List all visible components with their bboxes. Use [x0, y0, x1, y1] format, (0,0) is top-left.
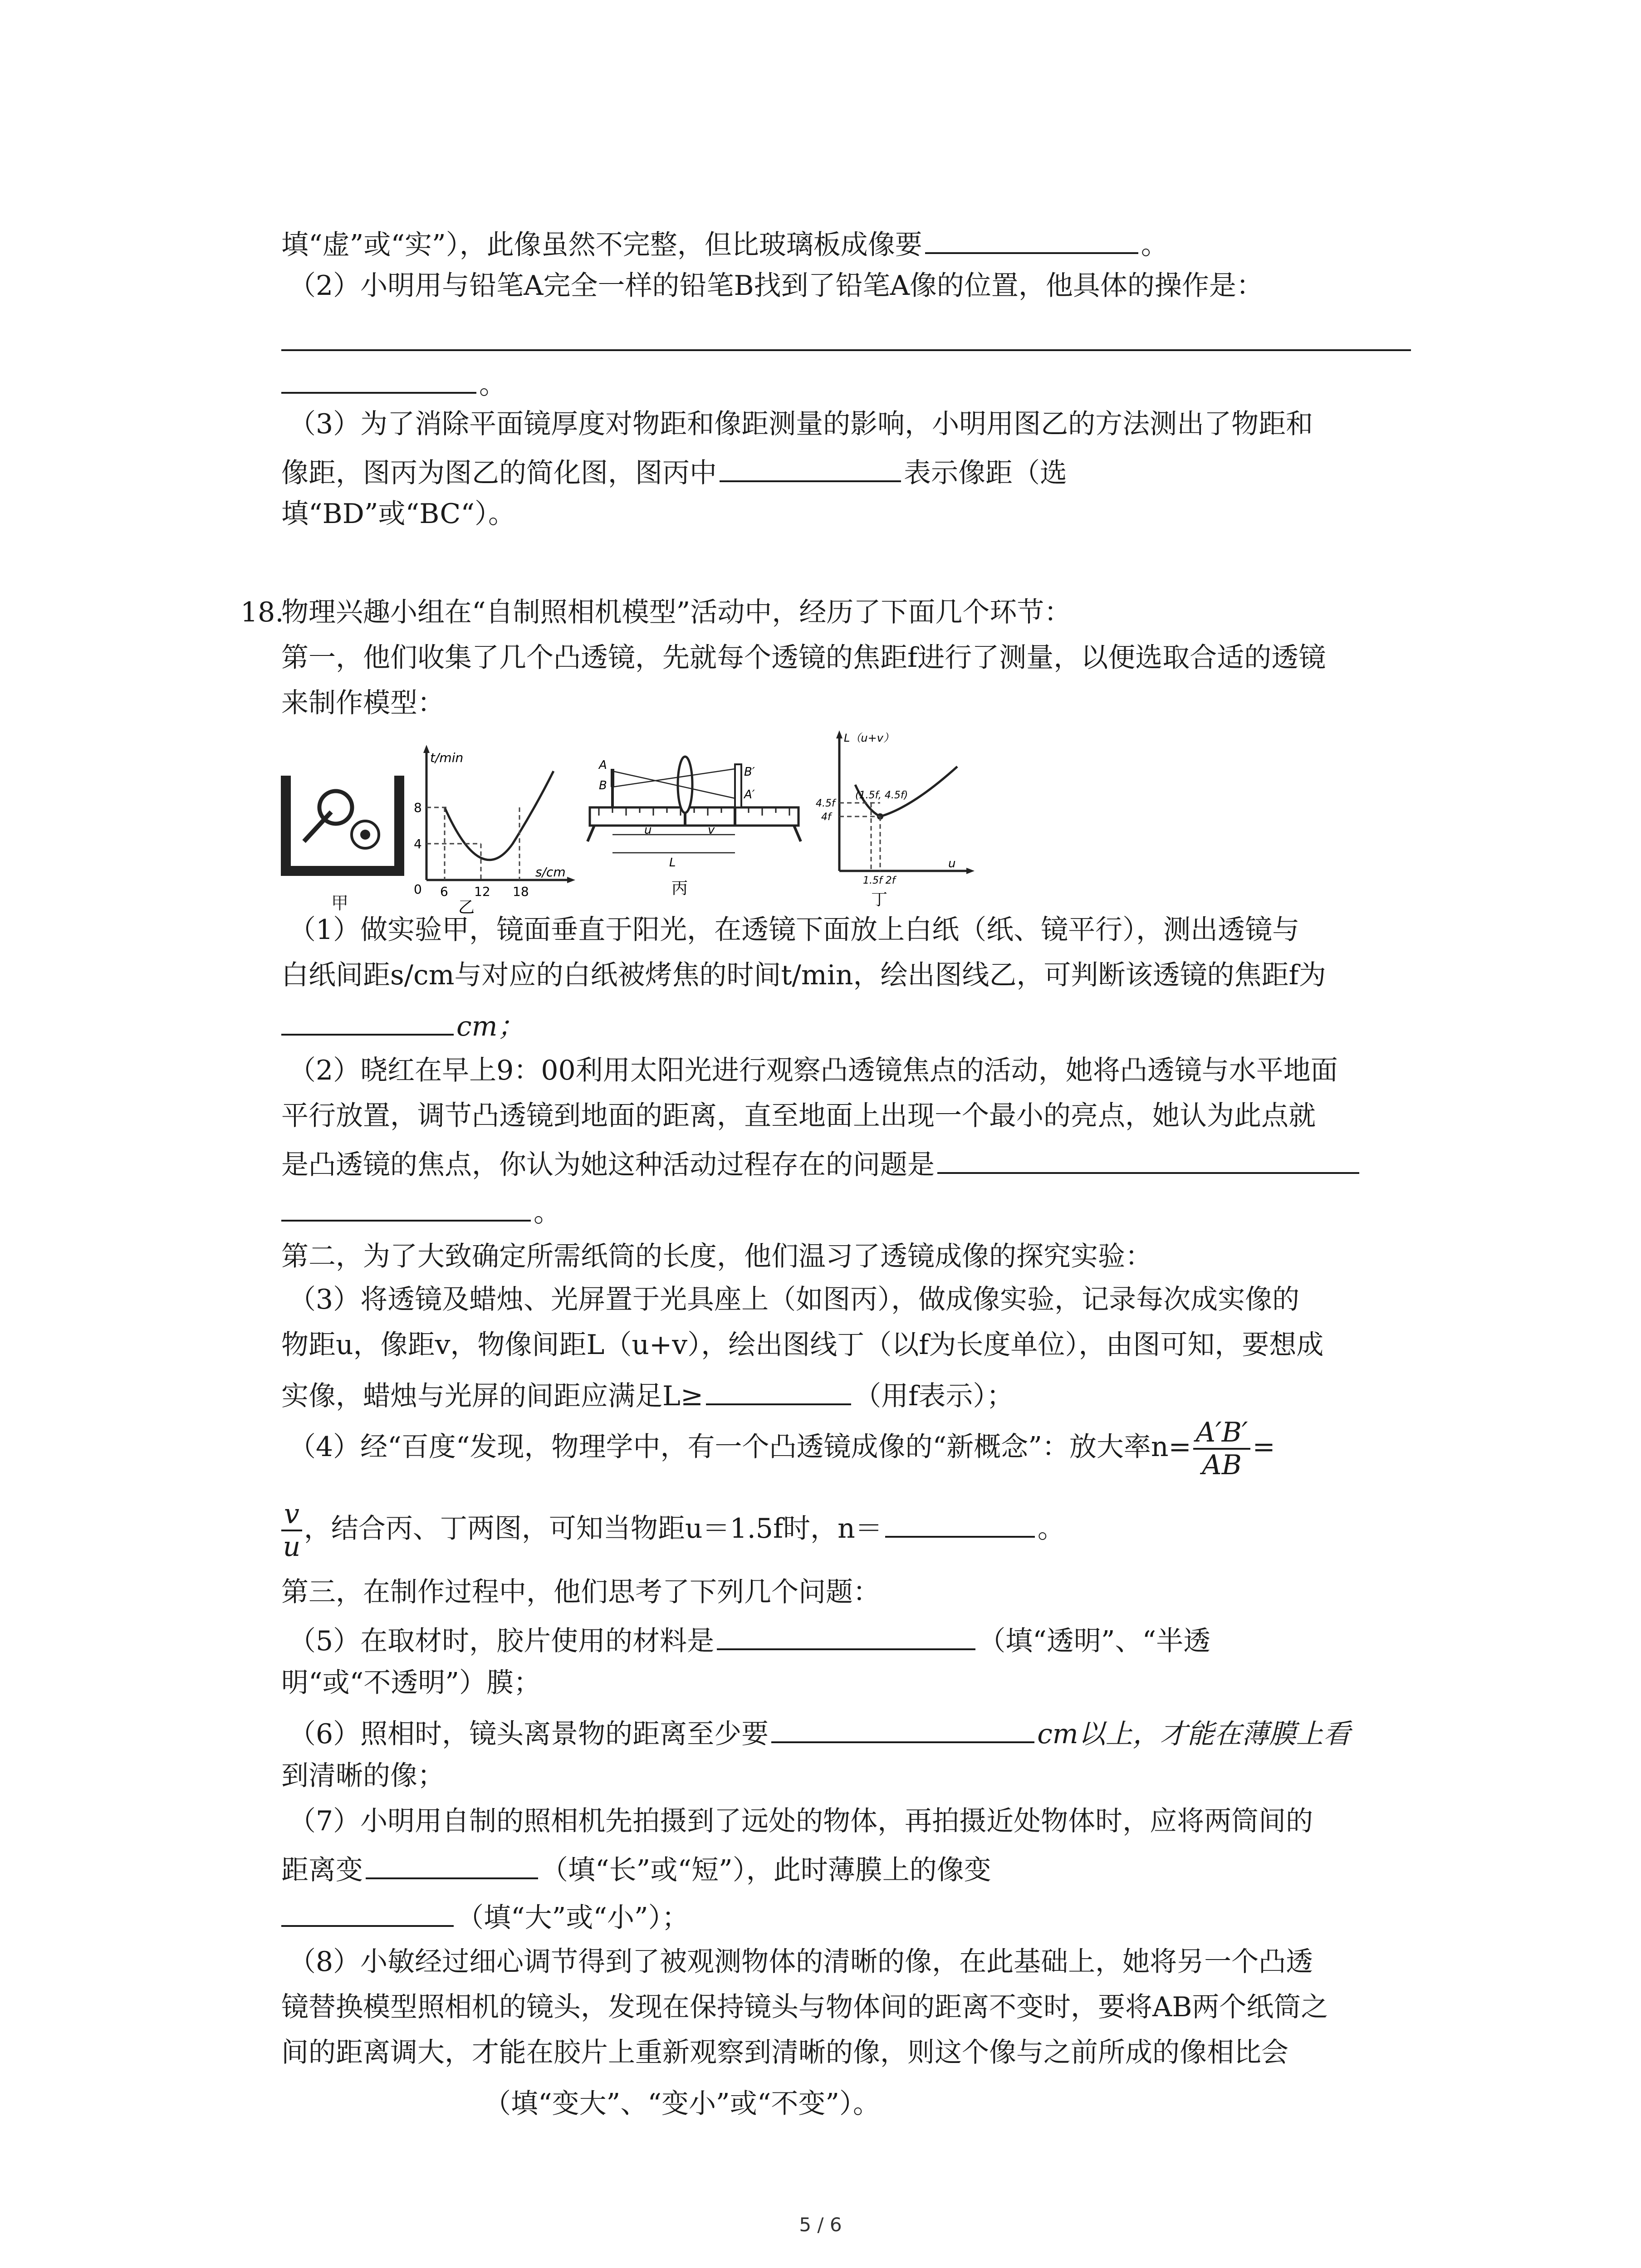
magnifier-handle [304, 812, 331, 841]
svg-text:18: 18 [513, 884, 529, 899]
q17-line-1: 填“虚”或“实”），此像虽然不完整，但比玻璃板成像要 。 [281, 223, 1168, 263]
svg-text:u: u [948, 857, 956, 870]
svg-text:1.5f 2f: 1.5f 2f [863, 875, 896, 886]
svg-text:B: B [599, 779, 607, 792]
q18-part1-1: （1）做实验甲，镜面垂直于阳光，在透镜下面放上白纸（纸、镜平行），测出透镜与 [289, 914, 1300, 946]
q18-part3-2: 物距u，像距v，物像间距L（u+v），绘出图线丁（以f为长度单位），由图可知，要想成 [281, 1329, 1324, 1361]
q18-part7-1: （7）小明用自制的照相机先拍摄到了远处的物体，再拍摄近处物体时，应将两筒间的 [289, 1805, 1313, 1837]
q18-part6-2: 到清晰的像； [281, 1760, 445, 1792]
answer-blank[interactable] [281, 1005, 454, 1036]
q18-part3-3: 实像，蜡烛与光屏的间距应满足L≥ （用f表示）； [281, 1374, 1014, 1414]
label-jia: 甲 [331, 893, 349, 913]
figure-jia [277, 762, 408, 918]
svg-text:0: 0 [414, 882, 422, 897]
q17-line-4: 。 [281, 363, 506, 403]
q18-part4-1: （4）经“百度“发现，物理学中，有一个凸透镜成像的“新概念”：放大率n= $\frac{A'B'}{AB}$ = [289, 1417, 1275, 1481]
q17-text: 填“虚”或“实”），此像虽然不完整，但比玻璃板成像要 [281, 229, 922, 261]
svg-text:4f: 4f [821, 811, 831, 823]
q18-section3: 第三，在制作过程中，他们思考了下列几个问题： [281, 1576, 880, 1608]
q18-part2-2: 平行放置，调节凸透镜到地面的距离，直至地面上出现一个最小的亮点，她认为此点就 [281, 1100, 1316, 1132]
q18-part4-2: $\frac{v}{u}$ ，结合丙、丁两图，可知当物距u＝1.5f时，n＝ 。 [281, 1497, 1065, 1562]
svg-text:s/cm: s/cm [535, 865, 566, 880]
convex-lens-icon [678, 757, 692, 813]
screen-icon [735, 764, 741, 807]
svg-text:乙: 乙 [458, 898, 475, 916]
q18-part5-2: 明“或“不透明”）膜； [281, 1667, 541, 1699]
svg-text:A′: A′ [744, 788, 755, 802]
curve-line [445, 771, 554, 860]
answer-blank[interactable] [281, 1896, 454, 1927]
q18-part8-3: 间的距离调大，才能在胶片上重新观察到清晰的像，则这个像与之前所成的像相比会 [281, 2037, 1288, 2068]
svg-text:丙: 丙 [671, 879, 688, 898]
q17-line-7: 填“BD”或“BC“）。 [281, 498, 516, 530]
answer-blank[interactable] [717, 1619, 975, 1650]
figure-yi [404, 744, 576, 918]
question-number: 18. [240, 596, 284, 628]
q18-part8-4: （填“变大”、“变小”或“不变”）。 [281, 2082, 880, 2122]
answer-blank[interactable] [925, 223, 1138, 254]
answer-blank[interactable] [771, 1712, 1034, 1743]
q17-line-6: 像距，图丙为图乙的简化图，图丙中 表示像距（选 [281, 451, 1067, 491]
figure-bing [581, 744, 808, 918]
svg-text:B′: B′ [744, 765, 755, 779]
q18-part8-1: （8）小敏经过细心调节得到了被观测物体的清晰的像，在此基础上，她将另一个凸透 [289, 1946, 1313, 1978]
svg-text:(1.5f, 4.5f): (1.5f, 4.5f) [855, 790, 908, 801]
figure-ding [812, 726, 975, 918]
answer-blank[interactable] [885, 1507, 1035, 1538]
q18-part6-1: （6）照相时，镜头离景物的距离至少要 cm以上，才能在薄膜上看 [289, 1712, 1351, 1752]
answer-blank[interactable] [720, 451, 901, 482]
svg-text:12: 12 [474, 884, 490, 899]
q17-sub-3: （3）为了消除平面镜厚度对物距和像距测量的影响，小明用图乙的方法测出了物距和 [289, 408, 1313, 440]
svg-text:4.5f: 4.5f [816, 798, 835, 809]
q18-part2-4: 。 [281, 1191, 561, 1231]
q18-part2-1: （2）晓红在早上9：00利用太阳光进行观察凸透镜焦点的活动，她将凸透镜与水平地面 [289, 1055, 1338, 1086]
q18-part5-1: （5）在取材时，胶片使用的材料是 （填“透明”、“半透 [289, 1619, 1210, 1659]
page-number: 5 / 6 [799, 2214, 842, 2236]
q18-intro: 物理兴趣小组在“自制照相机模型”活动中，经历了下面几个环节： [281, 596, 1072, 628]
q17-sub-2: （2）小明用与铅笔A完全一样的铅笔B找到了铅笔A像的位置，他具体的操作是： [289, 270, 1264, 302]
q18-first-1: 第一，他们收集了几个凸透镜，先就每个透镜的焦距f进行了测量，以便选取合适的透镜 [281, 642, 1326, 674]
svg-text:L（u+v）: L（u+v） [844, 732, 894, 744]
q18-part7-2: 距离变 （填“长”或“短”），此时薄膜上的像变 [281, 1848, 991, 1888]
answer-blank[interactable] [281, 2082, 481, 2113]
q18-part7-3: （填“大”或“小”）； [281, 1896, 689, 1936]
svg-text:u: u [644, 823, 652, 837]
answer-blank[interactable] [281, 363, 476, 394]
lens-icon [319, 791, 352, 824]
svg-text:4: 4 [414, 836, 422, 851]
answer-line[interactable] [281, 349, 1411, 351]
svg-text:6: 6 [440, 884, 448, 899]
svg-text:丁: 丁 [871, 890, 888, 909]
answer-blank[interactable] [281, 1191, 531, 1222]
svg-text:8: 8 [414, 800, 422, 815]
svg-text:A: A [599, 758, 607, 772]
svg-text:L: L [669, 856, 676, 870]
q18-part2-3: 是凸透镜的焦点，你认为她这种活动过程存在的问题是 [281, 1143, 1362, 1183]
q18-section2: 第二，为了大致确定所需纸筒的长度，他们温习了透镜成像的探究实验： [281, 1241, 1152, 1272]
q18-part1-2: 白纸间距s/cm与对应的白纸被烤焦的时间t/min，绘出图线乙，可判断该透镜的焦距f为 [281, 959, 1326, 991]
answer-blank[interactable] [937, 1143, 1359, 1174]
q18-part3-1: （3）将透镜及蜡烛、光屏置于光具座上（如图丙），做成像实验，记录每次成实像的 [289, 1284, 1300, 1315]
answer-blank[interactable] [706, 1374, 851, 1405]
v-over-u-fraction: $\frac{v}{u}$ [281, 1499, 302, 1562]
svg-text:v: v [708, 823, 715, 837]
q18-part1-3: cm； [281, 1005, 525, 1045]
svg-text:t/min: t/min [430, 750, 464, 765]
magnification-fraction: $\frac{A'B'}{AB}$ [1193, 1417, 1251, 1481]
q18-first-2: 来制作模型： [281, 687, 445, 719]
answer-blank[interactable] [366, 1848, 538, 1879]
q18-part8-2: 镜替换模型照相机的镜头，发现在保持镜头与物体间的距离不变时，要将AB两个纸筒之 [281, 1991, 1328, 2023]
